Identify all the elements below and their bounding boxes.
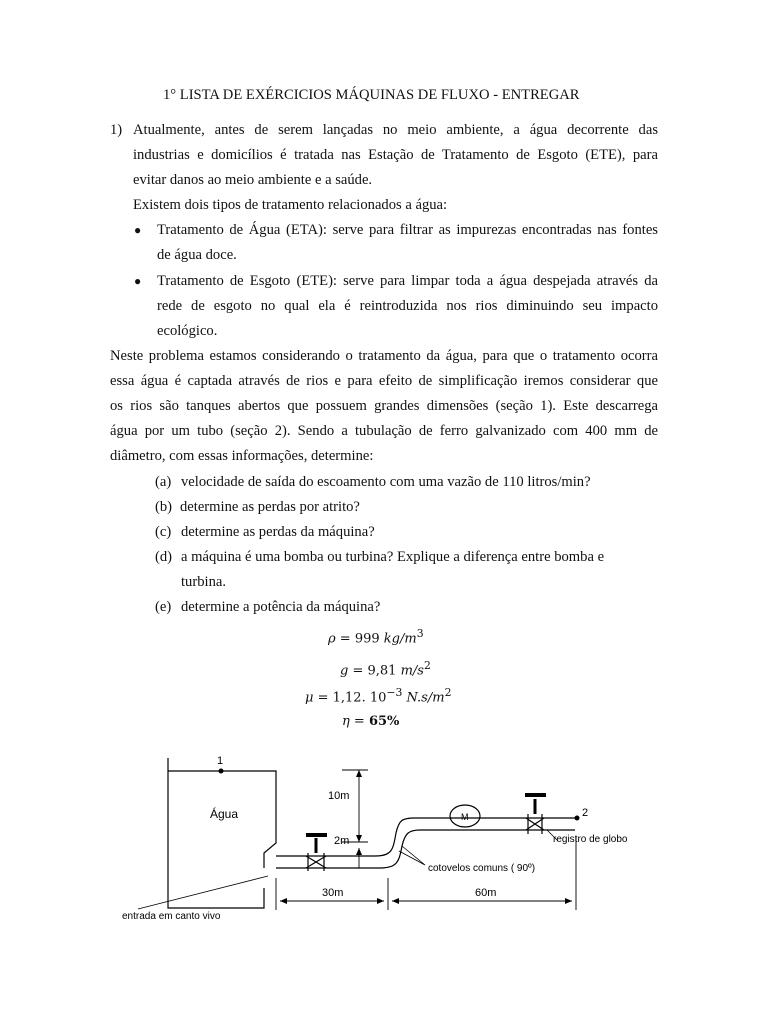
bullet-line: Tratamento de Esgoto (ETE): serve para limpar toda a água despejada através da — [157, 273, 658, 289]
length-60m-label: 60m — [475, 887, 497, 899]
height-10m-label: 10m — [328, 790, 350, 802]
elbows-label: cotovelos comuns ( 90º) — [428, 863, 536, 874]
intro-line: evitar danos ao meio ambiente e a saúde. — [133, 172, 373, 188]
tank-left-bottom — [168, 758, 264, 908]
item-label: (c) — [155, 524, 172, 540]
equation-density: ρ = 999 $kg/m^3$ — [328, 627, 424, 647]
pipe-system-diagram — [110, 738, 630, 920]
globe-valve-label: registro de globo — [553, 834, 628, 845]
valve-1 — [306, 856, 326, 868]
bullet-line: ecológico. — [157, 323, 218, 339]
question-number: 1) — [110, 122, 123, 138]
item-text: a máquina é uma bomba ou turbina? Explique a diferença entre bomba e — [181, 549, 605, 565]
equation-viscosity: μ = 1,12. $10^{-3}$ $N.s/m^2$ — [305, 686, 452, 706]
bullet-icon: ● — [134, 274, 142, 288]
section-1-point — [219, 769, 224, 774]
entrance-label: entrada em canto vivo — [122, 911, 221, 920]
intro-line: industrias e domicílios é tratada nas Estação de Tratamento de Esgoto (ETE), para — [133, 147, 658, 163]
section-2-point — [575, 816, 580, 821]
problem-line: Neste problema estamos considerando o tratamento da água, para que o tratamento ocorra — [110, 348, 658, 364]
item-label: (d) — [155, 549, 173, 565]
equation-efficiency: η = 65% — [342, 714, 400, 729]
tank-label: Água — [210, 807, 239, 821]
equation-gravity: g = 9,81 $m/s^2$ — [340, 659, 431, 679]
machine-label: M — [461, 812, 469, 822]
section-2-label: 2 — [582, 807, 589, 819]
item-label: (b) — [155, 499, 173, 515]
problem-line: essa água é captada através de rios e para efeito de simplificação iremos considerar que — [110, 373, 658, 389]
section-1-label: 1 — [217, 755, 224, 767]
item-text: determine a potência da máquina? — [181, 599, 381, 615]
bullet-line: Tratamento de Água (ETA): serve para filtrar as impurezas encontradas nas fontes — [157, 222, 658, 238]
valve-2 — [526, 818, 544, 830]
height-2m-label: 2m — [334, 835, 350, 847]
item-text: determine as perdas por atrito? — [180, 499, 360, 515]
page-title: 1° LISTA DE EXÉRCICIOS MÁQUINAS DE FLUXO - ENTREGAR — [163, 87, 580, 103]
item-label: (e) — [155, 599, 172, 615]
item-text: determine as perdas da máquina? — [181, 524, 375, 540]
item-text: velocidade de saída do escoamento com uma vazão de 110 litros/min? — [181, 474, 591, 490]
problem-line: os rios são tanques abertos que possuem grandes dimensões (seção 1). Este descarrega — [110, 398, 658, 414]
problem-line: água por um tubo (seção 2). Sendo a tubulação de ferro galvanizado com 400 mm de — [110, 423, 658, 439]
item-text-continued: turbina. — [181, 574, 226, 590]
bullet-line: rede de esgoto no qual ela é reintroduzida nos rios diminuindo seu impacto — [157, 298, 658, 314]
problem-line: diâmetro, com essas informações, determine: — [110, 448, 374, 464]
bullet-line: de água doce. — [157, 247, 237, 263]
types-line: Existem dois tipos de tratamento relacionados a água: — [133, 197, 448, 213]
item-label: (a) — [155, 474, 172, 490]
bullet-icon: ● — [134, 223, 142, 237]
intro-line: Atualmente, antes de serem lançadas no meio ambiente, a água decorrente das — [133, 122, 658, 138]
length-30m-label: 30m — [322, 887, 344, 899]
